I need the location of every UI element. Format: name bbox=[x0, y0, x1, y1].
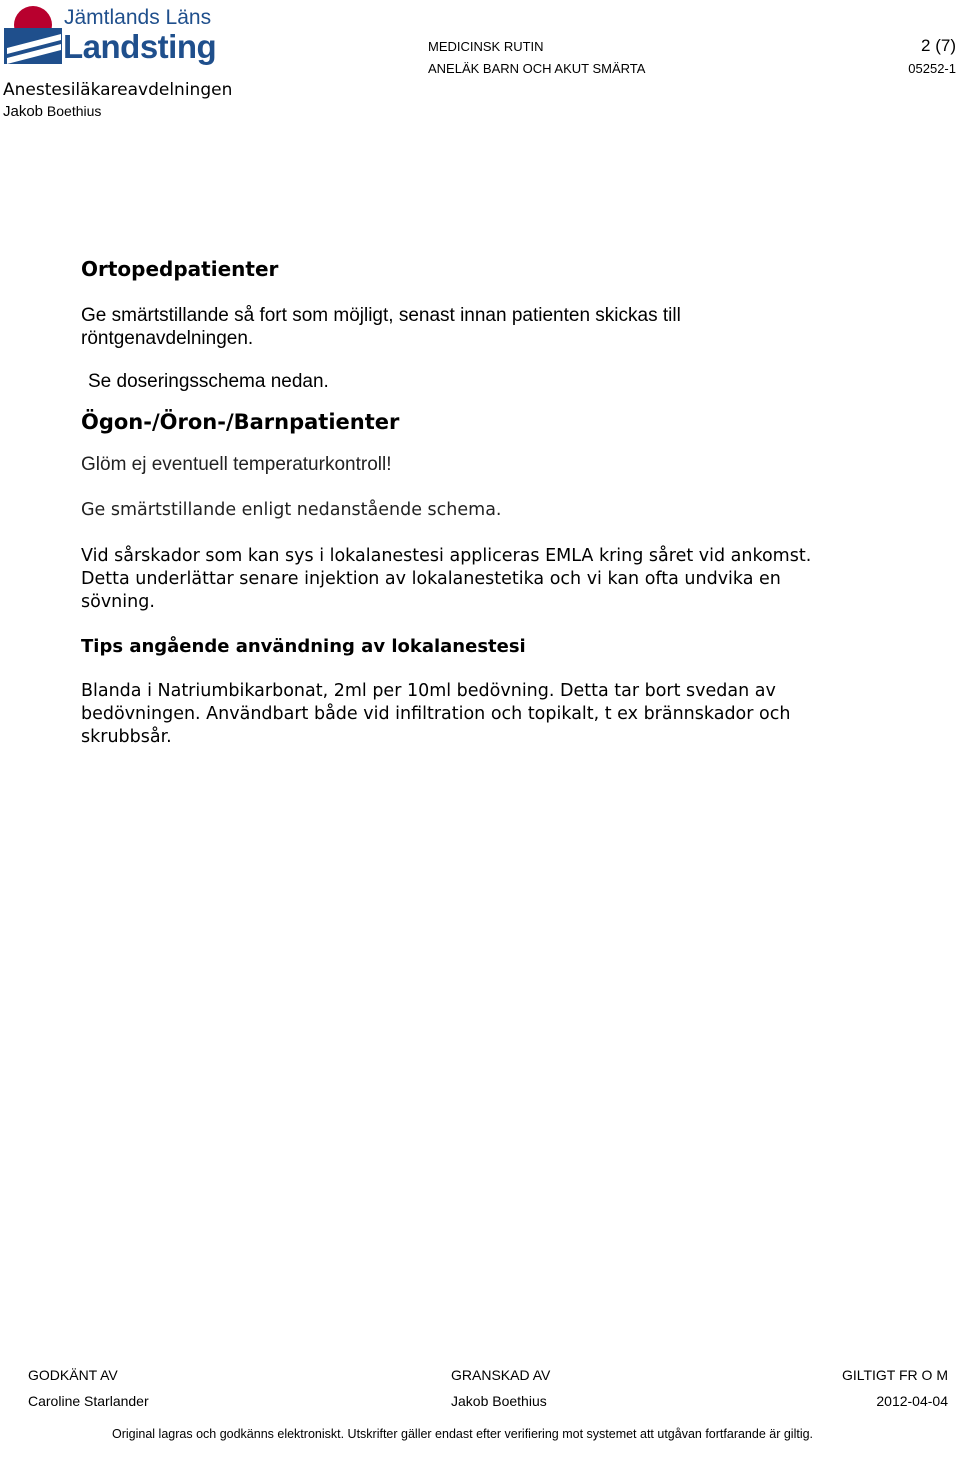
document-id: 05252-1 bbox=[908, 61, 956, 76]
document-body bbox=[81, 254, 871, 749]
ortoped-paragraph-line2: röntgenavdelningen. bbox=[81, 328, 254, 349]
author-first-name: Jakob bbox=[3, 103, 44, 120]
tips-paragraph-line1: Blanda i Natriumbikarbonat, 2ml per 10ml bedövning. Detta tar bort svedan av bbox=[81, 681, 776, 701]
ogon-paragraph-3-line2: Detta underlättar senare injektion av lokalanestetika och vi kan ofta undvika en bbox=[81, 569, 781, 589]
valid-from-date: 2012-04-04 bbox=[876, 1393, 948, 1409]
ogon-paragraph-1: Glöm ej eventuell temperaturkontroll! bbox=[81, 454, 392, 475]
tips-paragraph-line2: bedövningen. Användbart både vid infiltration och topikalt, t ex brännskador och bbox=[81, 704, 791, 724]
logo-text-line1: Jämtlands Läns bbox=[64, 6, 212, 29]
department-name: Anestesiläkareavdelningen bbox=[3, 80, 233, 100]
logo-emblem-icon bbox=[3, 4, 65, 66]
section-heading-tips: Tips angående användning av lokalanestesi bbox=[81, 636, 526, 657]
ogon-paragraph-2: Ge smärtstillande enligt nedanstående schema. bbox=[81, 500, 502, 520]
page-number: 2 (7) bbox=[921, 36, 956, 55]
reviewed-by-name: Jakob Boethius bbox=[451, 1393, 547, 1409]
tips-paragraph-line3: skrubbsår. bbox=[81, 727, 172, 747]
footer-disclaimer: Original lagras och godkänns elektroniskt. Utskrifter gäller endast efter verifiering mot systemet att utgåvan fortfarande är giltig. bbox=[112, 1427, 814, 1441]
approved-by-name: Caroline Starlander bbox=[28, 1393, 149, 1409]
section-heading-ortoped: Ortopedpatienter bbox=[81, 257, 279, 281]
valid-from-label: GILTIGT FR O M bbox=[841, 1367, 948, 1383]
author-last-name: Boethius bbox=[46, 103, 102, 119]
ogon-paragraph-3-line3: sövning. bbox=[81, 592, 155, 612]
ortoped-paragraph-line1: Ge smärtstillande så fort som möjligt, senast innan patienten skickas till bbox=[81, 305, 681, 326]
approved-by-label: GODKÄNT AV bbox=[28, 1367, 118, 1383]
logo-text-line2: Landsting bbox=[63, 28, 217, 65]
section-heading-ogon: Ögon-/Öron-/Barnpatienter bbox=[81, 410, 400, 434]
author-name bbox=[3, 103, 101, 120]
document-subtitle: ANELÄK BARN OCH AKUT SMÄRTA bbox=[428, 61, 646, 76]
document-type: MEDICINSK RUTIN bbox=[428, 39, 544, 54]
reviewed-by-label: GRANSKAD AV bbox=[451, 1367, 551, 1383]
ogon-paragraph-3-line1: Vid sårskador som kan sys i lokalanestesi appliceras EMLA kring såret vid ankomst. bbox=[81, 546, 812, 566]
ortoped-paragraph-2: Se doseringsschema nedan. bbox=[88, 371, 329, 392]
